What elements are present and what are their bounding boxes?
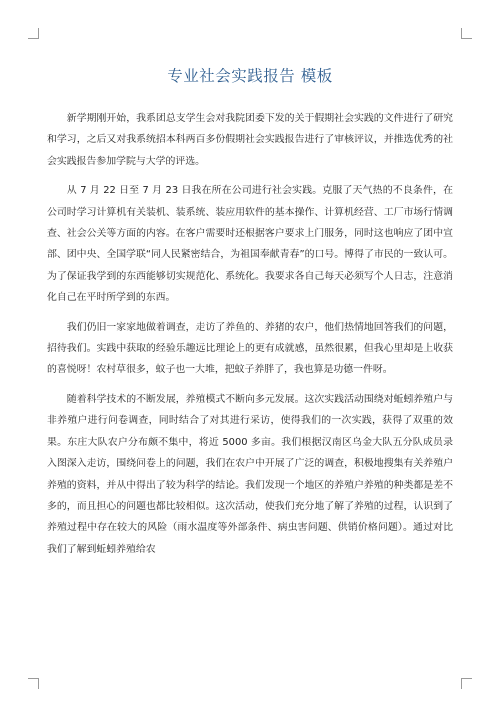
- crop-mark-top-right: [461, 28, 472, 39]
- document-title: 专业社会实践报告 模板: [167, 67, 333, 85]
- crop-mark-bottom-right: [461, 678, 472, 689]
- paragraph-2: 从 7 月 22 日至 7 月 23 日我在所在公司进行社会实践。克服了天气热的不良条件，在公司时学习计算机有关装机、装系统、装应用软件的基本操作、计算机经营、工厂市场行情调查、社会公关等方面的内容。在客户需要时还根据客户要求上门服务，同时这也响应了团中宣部、团中央、全国学联“同人民紧密结合，为祖国奉献青春”的口号。博得了市民的一致认可。为了保证我学到的东西能够切实规范化、系统化。我要求各自己每天必须写个人日志，注意消化自己在平时所学到的东西。: [47, 185, 453, 304]
- paragraph-4: 随着科学技术的不断发展，养殖模式不断向多元发展。这次实践活动围绕对蚯蚓养殖户与非养殖户进行问卷调查，同时结合了对其进行采访，使得我们的一次实践，获得了双重的效果。东庄大队农户分布颇不集中，将近 5000 多亩。我们根据汉南区乌金大队五分队成员录入图深入走访，围绕问卷上的问题，我们在农户中开展了广泛的调查，积极地搜集有关养殖户养殖的资料，并从中得出了较为科学的结论。我们发现一个地区的养殖户养殖的种类都是差不多的，而且担心的问题也都比较相似。这次活动，使我们充分地了解了养殖的过程，认识到了养殖过程中存在较大的风险（雨水温度等外部条件、病虫害问题、供销价格问题）。通过对比我们了解到蚯蚓养殖给农: [47, 393, 453, 555]
- paragraph-1: 新学期刚开始，我系团总支学生会对我院团委下发的关于假期社会实践的文件进行了研究和学习，之后又对我系统招本科两百多份假期社会实践报告进行了审核评议，并推选优秀的社会实践报告参加学院与大学的评选。: [47, 113, 453, 167]
- crop-mark-top-left: [28, 28, 39, 39]
- document-body: [47, 108, 453, 568]
- paragraph-3: 我们仍旧一家家地做着调查，走访了养鱼的、养猪的农户，他们热情地回答我们的问题，招待我们。实践中获取的经验乐趣远比理论上的更有成就感，虽然很累，但我心里却是上收获的喜悦呀！农村草很多，蚊子也一大堆，把蚊子养胖了，我也算是功德一件呀。: [47, 321, 453, 376]
- crop-mark-bottom-left: [28, 678, 39, 689]
